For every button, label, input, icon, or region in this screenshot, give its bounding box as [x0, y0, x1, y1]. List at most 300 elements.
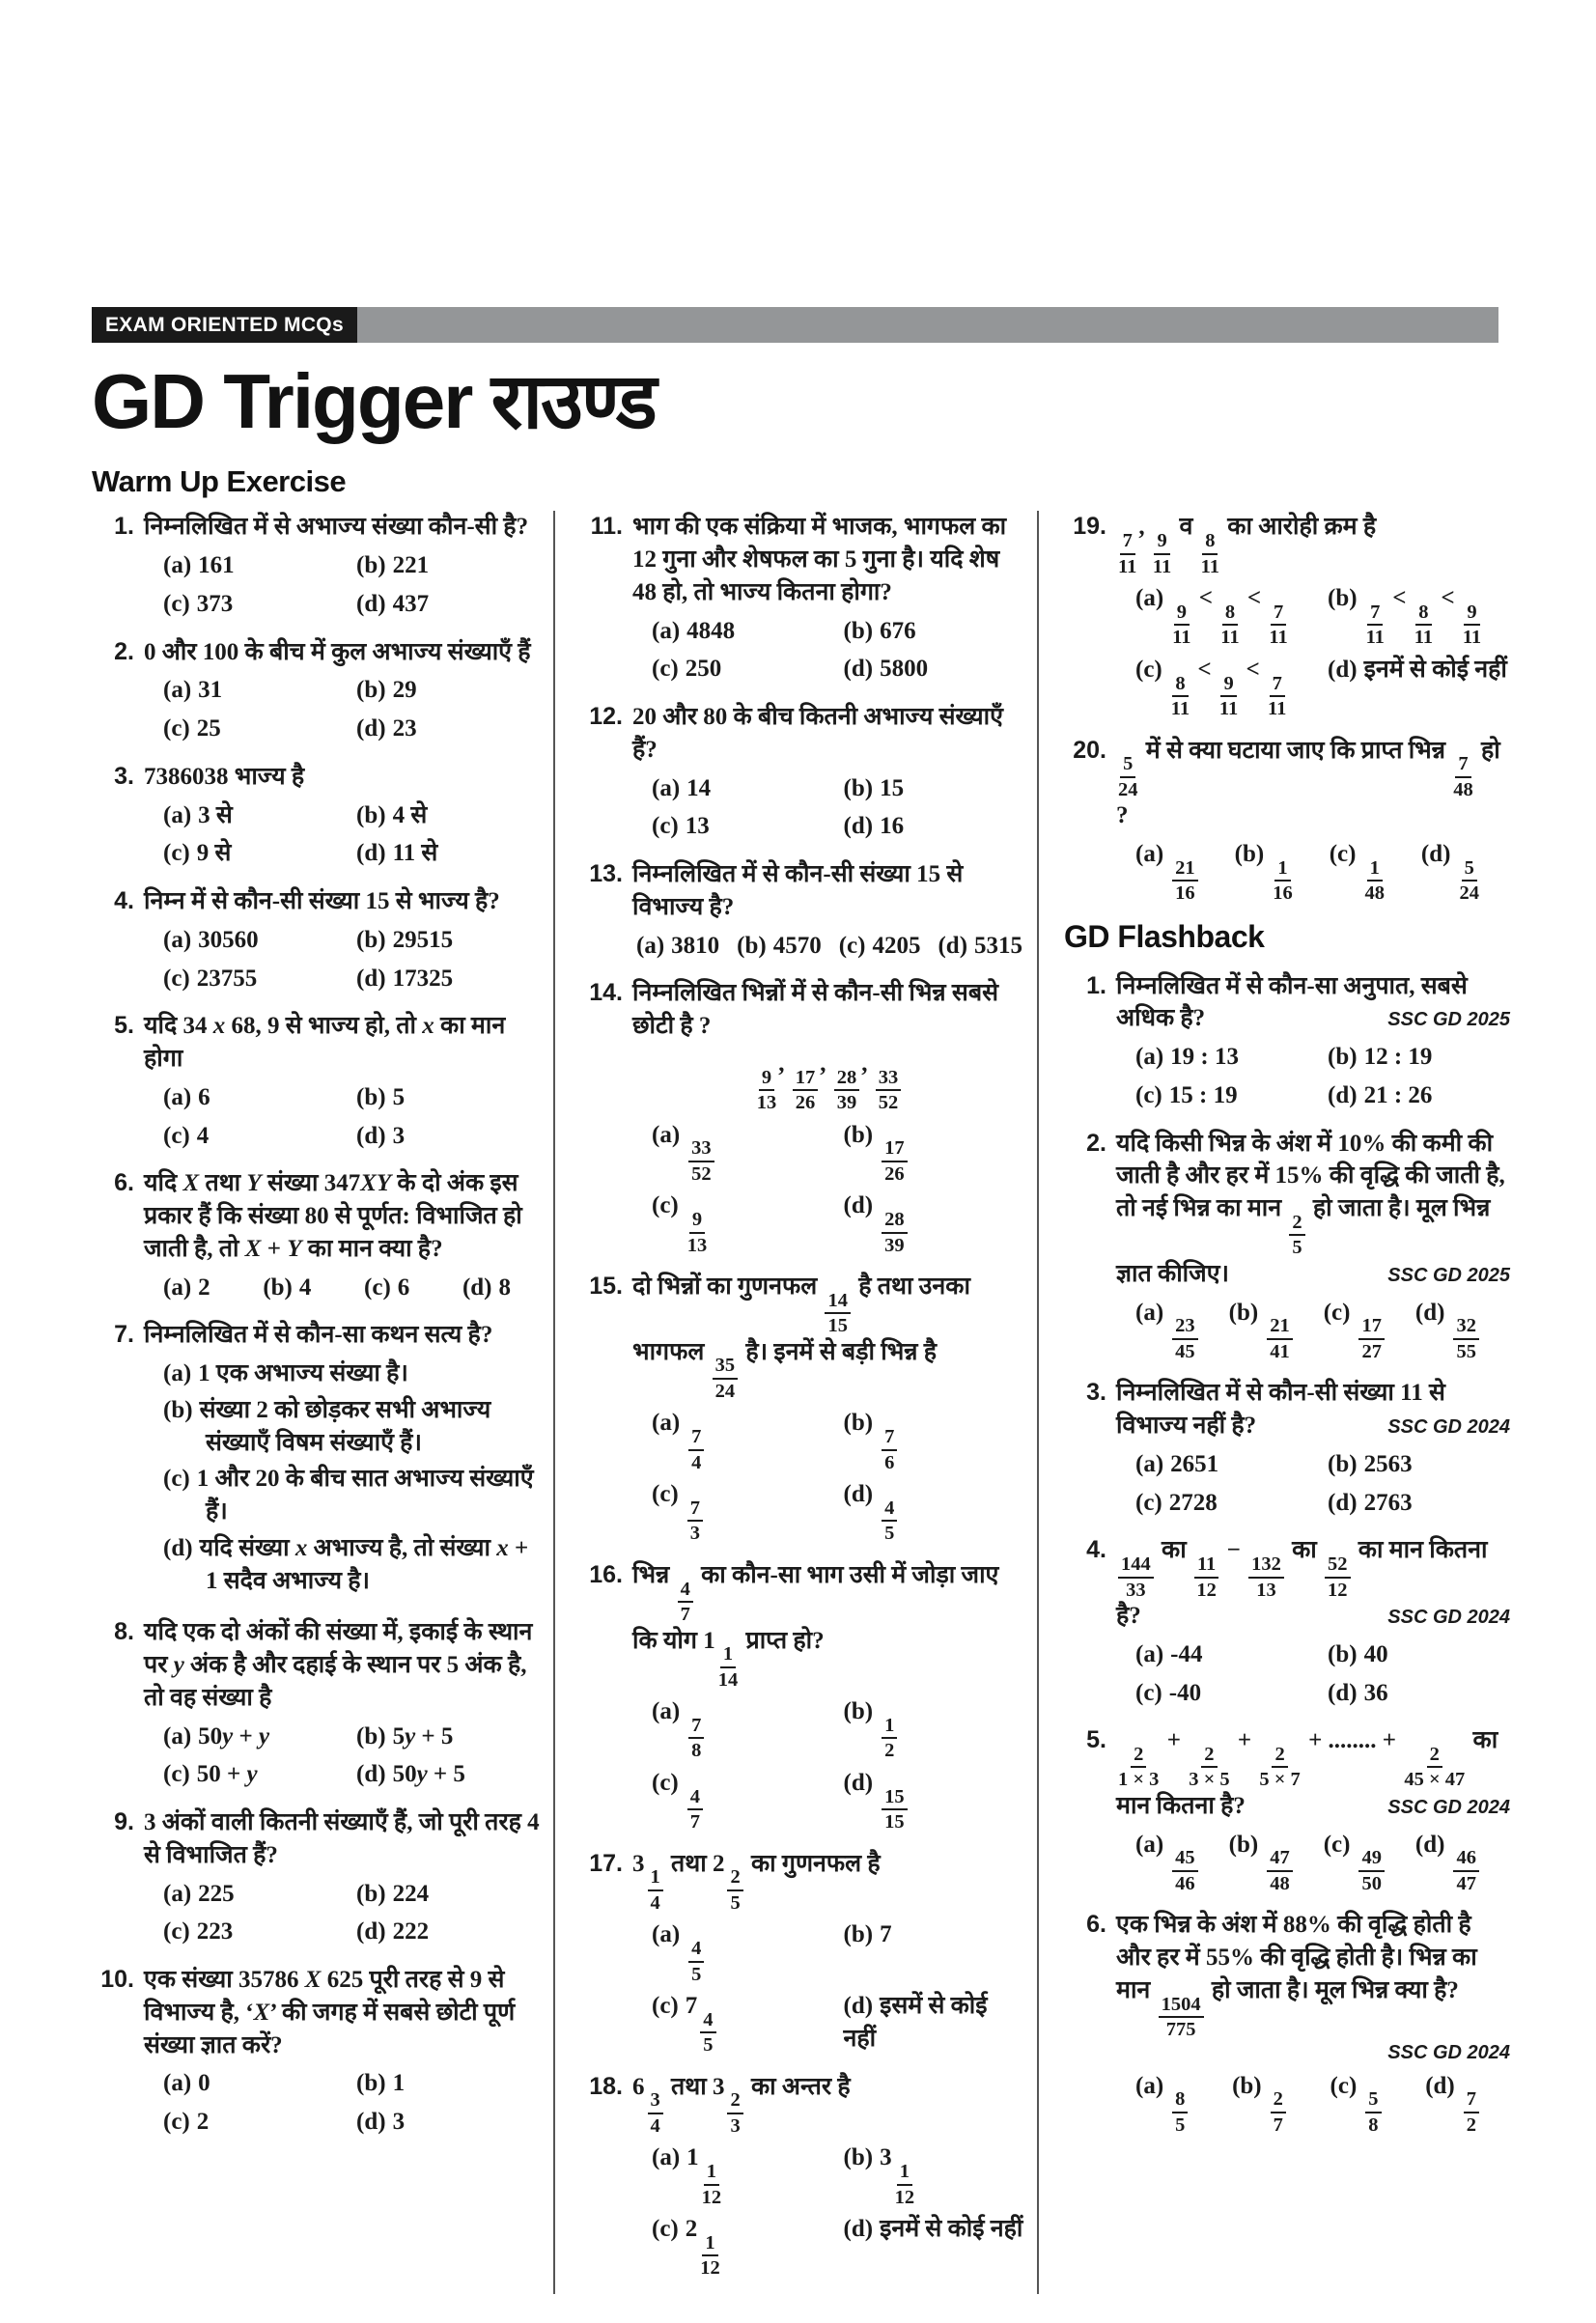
- fraction: [882, 1716, 897, 1761]
- mixed-number-whole: 3: [712, 2073, 725, 2100]
- question-number: 4.: [1086, 1536, 1106, 1564]
- fraction: [882, 1210, 908, 1255]
- option-c: [1324, 1829, 1386, 1894]
- question-number: 17.: [589, 1849, 623, 1877]
- fraction-denominator: 2: [1466, 2113, 1476, 2136]
- option-b: [356, 1878, 540, 1911]
- option-label: (a): [163, 2070, 192, 2097]
- question-text: 7386038 भाज्य है: [144, 763, 305, 790]
- fraction-denominator: 11: [1414, 627, 1434, 649]
- fraction-denominator: 24: [1118, 778, 1138, 800]
- options: [163, 924, 540, 995]
- question-text: निम्नलिखित भिन्नों में से कौन-सी भिन्न सबसे छोटी है ?: [632, 980, 999, 1040]
- fraction: [793, 1068, 819, 1113]
- option-c: [652, 1478, 834, 1544]
- question-text: 0 और 100 के बीच में कुल अभाज्य संख्याएँ हैं: [144, 638, 531, 665]
- fraction-denominator: 8: [1368, 2113, 1379, 2136]
- option-c: [1135, 654, 1318, 719]
- option-value: [686, 1481, 705, 1545]
- question-body: [144, 885, 540, 994]
- option-label: (a): [1135, 1450, 1164, 1477]
- fraction: [1189, 1745, 1229, 1790]
- question-text: 3 $\frac{1}{4}$ तथा 2 $\frac{2}{5}$ का गुणनफल है: [632, 1850, 881, 1914]
- fraction: [688, 1138, 714, 1184]
- fraction-numerator: 4: [688, 1939, 704, 1963]
- fraction-numerator: 7: [1271, 602, 1286, 627]
- question: [580, 858, 1025, 962]
- fraction-numerator: 15: [882, 1787, 908, 1811]
- fraction-denominator: 13: [1256, 1579, 1276, 1601]
- question-text: 3 अंकों वाली कितनी संख्याएँ हैं, जो पूरी तरह 4 से विभाजित हैं?: [144, 1809, 540, 1868]
- question-body: [1116, 1724, 1510, 1893]
- option-label: (b): [737, 932, 767, 959]
- fraction: [1172, 1316, 1198, 1361]
- option-label: (a): [652, 774, 681, 801]
- fraction-numerator: 33: [876, 1068, 902, 1092]
- fraction-numerator: 52: [1325, 1554, 1351, 1579]
- option-value: 2763: [1363, 1489, 1413, 1516]
- fraction: [1219, 674, 1238, 719]
- exam-tag: SSC GD 2025: [1387, 1264, 1510, 1286]
- fraction-denominator: 16: [1175, 882, 1195, 905]
- option-label: (d): [1420, 840, 1451, 867]
- option-value: 3 से: [198, 801, 233, 828]
- flashback-heading: GD Flashback: [1064, 918, 1265, 954]
- option-value: [880, 1481, 899, 1545]
- option-label: (b): [263, 1273, 293, 1301]
- option-d: [356, 713, 540, 745]
- fraction-denominator: 11: [1200, 555, 1220, 577]
- question: [580, 1271, 1025, 1544]
- option-value: [686, 1698, 706, 1762]
- option-a: [636, 930, 719, 963]
- question-number: 9.: [114, 1808, 134, 1836]
- fraction-numerator: 7: [1120, 531, 1135, 555]
- question-body: [1116, 970, 1510, 1112]
- question: [92, 511, 540, 620]
- option-label: (b): [1328, 1044, 1358, 1071]
- option-b: [1328, 582, 1510, 648]
- fraction: [1118, 531, 1136, 576]
- option-a: [1135, 582, 1318, 648]
- option-value: 50y + y: [198, 1722, 270, 1749]
- option-label: (d): [843, 656, 874, 683]
- option-value: [1357, 1832, 1386, 1894]
- question-number: 10.: [100, 1966, 134, 1994]
- option-label: (a): [652, 1121, 681, 1148]
- question-body: [144, 511, 540, 620]
- options: [636, 930, 1025, 963]
- option-c: [163, 2106, 347, 2139]
- question-number: 16.: [589, 1560, 623, 1588]
- option-value: 4205: [872, 932, 921, 959]
- option-c: [163, 1916, 347, 1948]
- options: [1135, 838, 1510, 904]
- options: [163, 549, 540, 621]
- question-text: भिन्न $\frac{4}{7}$ का कौन-सा भाग उसी में जोड़ा जाए कि योग 1 $\frac{1}{14}$ प्राप्त हो?: [632, 1561, 999, 1691]
- option-label: (c): [1330, 2072, 1358, 2099]
- fraction-denominator: 27: [1361, 1340, 1382, 1362]
- fraction-denominator: 33: [1126, 1579, 1146, 1601]
- option-value: 21 : 26: [1363, 1081, 1433, 1108]
- option-value: 5800: [880, 656, 929, 683]
- fraction: [727, 2090, 742, 2136]
- fraction-denominator: 5: [691, 1963, 702, 1985]
- option-value: [686, 1410, 706, 1473]
- option-b: [356, 1721, 540, 1753]
- fraction: [1194, 1554, 1218, 1600]
- option-value: 250: [685, 656, 722, 683]
- option-label: (a): [163, 1880, 192, 1907]
- option-b: [844, 1695, 1026, 1761]
- option-label: (c): [163, 2109, 190, 2136]
- option-label: (b): [843, 1921, 874, 1948]
- question-number: 14.: [589, 979, 623, 1007]
- option-a: [163, 2067, 347, 2100]
- fraction-denominator: 15: [827, 1315, 848, 1337]
- option-value: $\frac{7}{11}$ < $\frac{8}{11}$ < $\frac{9}{11}$: [1365, 585, 1482, 649]
- option-a: [652, 615, 834, 648]
- option-value: 17325: [392, 965, 454, 992]
- option-value: इनमें से कोई नहीं: [880, 2216, 1023, 2243]
- question-body: [632, 511, 1025, 686]
- option-label: (a): [652, 617, 681, 644]
- option-value: 221: [392, 552, 430, 579]
- question-number: 19.: [1073, 513, 1106, 541]
- option-d: [844, 1189, 1026, 1255]
- option-value: 161: [198, 552, 235, 579]
- fraction-denominator: 13: [686, 1234, 708, 1256]
- mixed-number-whole: 1: [703, 1627, 715, 1654]
- question: [1064, 1534, 1510, 1709]
- fraction: [834, 1068, 860, 1113]
- question: [580, 701, 1025, 843]
- question-number: 15.: [589, 1273, 623, 1300]
- mixed-number-whole: 3: [632, 1850, 645, 1877]
- question-body: [144, 1167, 540, 1303]
- option-d: [844, 653, 1026, 686]
- fraction-denominator: 55: [1456, 1340, 1476, 1362]
- fraction-denominator: 48: [1453, 778, 1473, 800]
- fraction-numerator: 17: [1358, 1316, 1385, 1340]
- question-body: [144, 1964, 540, 2139]
- option-label: (a): [163, 1722, 192, 1749]
- fraction: [1267, 1316, 1293, 1361]
- option-label: (d): [938, 932, 968, 959]
- fraction: [1404, 1745, 1465, 1790]
- option-value: [1357, 1300, 1386, 1362]
- option-c: [652, 2213, 834, 2279]
- options: [652, 615, 1025, 686]
- option-d: [356, 1916, 540, 1948]
- option-label: (c): [652, 2216, 679, 2243]
- option-a: [1135, 1297, 1200, 1362]
- fraction: [1118, 1554, 1154, 1600]
- fraction: [727, 1867, 742, 1913]
- option-label: (d): [1414, 1831, 1445, 1858]
- question: [580, 511, 1025, 686]
- option-value: 29515: [392, 926, 454, 953]
- option-value: 437: [392, 590, 430, 617]
- question: [92, 636, 540, 745]
- question-number: 6.: [114, 1169, 134, 1197]
- option-value: 6: [397, 1273, 410, 1301]
- option-a: [163, 924, 347, 957]
- fraction-numerator: 28: [834, 1068, 860, 1092]
- fraction-denominator: 5 × 7: [1259, 1769, 1301, 1791]
- option-c: [652, 1767, 834, 1833]
- option-value: 2563: [1363, 1450, 1413, 1477]
- option-a: [1135, 1638, 1318, 1671]
- fraction-denominator: 775: [1165, 2019, 1196, 2041]
- fraction: [876, 1068, 902, 1113]
- option-value: 25: [196, 715, 221, 742]
- fraction: [1267, 1848, 1293, 1893]
- fraction: [1248, 1554, 1284, 1600]
- fraction-denominator: 7: [689, 1811, 700, 1833]
- option-label: (a): [1135, 1299, 1164, 1326]
- option-d: [844, 1767, 1026, 1833]
- mixed-number-whole: 2: [685, 2216, 698, 2243]
- fraction: [687, 1498, 703, 1544]
- question: [92, 1010, 540, 1152]
- fraction-numerator: 17: [882, 1138, 908, 1162]
- option-value: 36: [1363, 1679, 1388, 1706]
- fraction-denominator: 45 × 47: [1404, 1769, 1466, 1791]
- fraction-numerator: 4: [700, 2010, 715, 2034]
- question-body: [144, 636, 540, 745]
- option-c: [163, 1120, 347, 1153]
- fraction: [1453, 754, 1473, 799]
- option-b: [844, 772, 1026, 805]
- fraction-numerator: 8: [1172, 2089, 1188, 2113]
- variable: Y: [287, 1235, 302, 1262]
- fraction: [1366, 602, 1385, 648]
- option-label: (a): [652, 1698, 681, 1725]
- option-label: (b): [1234, 840, 1265, 867]
- option-a: [652, 1918, 834, 1984]
- option-value: [880, 1122, 910, 1185]
- option-c: [1135, 1487, 1318, 1520]
- fraction: [687, 1210, 708, 1255]
- question-text: निम्न में से कौन-सी संख्या 15 से भाज्य है?: [144, 888, 500, 915]
- question-number: 1.: [114, 513, 134, 541]
- option-value: [686, 1921, 706, 1985]
- option-a: [1135, 1448, 1318, 1481]
- question-number: 13.: [589, 860, 623, 888]
- fraction-denominator: 2: [884, 1740, 895, 1762]
- fraction-numerator: 7: [1455, 754, 1470, 778]
- fraction-numerator: 4: [882, 1498, 897, 1523]
- option-label: (b): [843, 2144, 874, 2171]
- option-value: -40: [1168, 1679, 1202, 1706]
- exam-tag: SSC GD 2025: [1387, 1009, 1510, 1031]
- option-a: [163, 1272, 210, 1304]
- option-value: [1271, 841, 1295, 905]
- question-columns: [92, 511, 1596, 2293]
- option-c: [163, 713, 347, 745]
- option-b: [844, 1918, 1026, 1984]
- option-label: (b): [843, 1410, 874, 1437]
- fraction: [688, 1939, 704, 1984]
- option-c: [163, 963, 347, 995]
- option-label: (c): [163, 1761, 190, 1788]
- fraction: [1464, 2089, 1479, 2135]
- variable: X: [182, 1170, 200, 1197]
- option-label: (d): [1328, 1489, 1358, 1516]
- fraction-numerator: 28: [882, 1210, 908, 1234]
- question-number: 8.: [114, 1618, 134, 1646]
- question-number: 12.: [589, 703, 623, 731]
- question-body: [1116, 735, 1510, 904]
- fraction-numerator: 9: [1220, 674, 1236, 698]
- option-value: 11 से: [392, 840, 438, 867]
- fraction-numerator: 132: [1248, 1554, 1284, 1579]
- fraction-denominator: 47: [1456, 1872, 1476, 1894]
- option-value: [1362, 841, 1386, 905]
- variable: X: [253, 1999, 270, 2026]
- options: [163, 1721, 540, 1792]
- option-label: (b): [356, 1083, 386, 1110]
- fraction-numerator: 7: [1367, 602, 1383, 627]
- option-value: 15 : 19: [1168, 1081, 1238, 1108]
- option-c: [652, 810, 834, 843]
- option-b: [1235, 838, 1295, 904]
- fraction: [1358, 1848, 1385, 1893]
- option-value: [1170, 2073, 1190, 2136]
- option-value: 4848: [686, 617, 736, 644]
- question-text: निम्नलिखित में से अभाज्य संख्या कौन-सी है?: [144, 514, 529, 541]
- fraction-numerator: 23: [1172, 1316, 1198, 1340]
- option-d: [844, 1990, 1026, 2056]
- option-b: [356, 2067, 540, 2100]
- fraction-denominator: 11: [1365, 627, 1385, 649]
- fraction: [678, 1580, 693, 1625]
- fraction-denominator: 12: [701, 2186, 722, 2208]
- option-value: 5: [392, 1083, 406, 1110]
- option-value: [1170, 841, 1200, 905]
- fraction-denominator: 3: [689, 1523, 700, 1545]
- option-a: [652, 1407, 834, 1472]
- fraction-numerator: 1: [648, 1867, 663, 1891]
- question-text: यदि X तथा Y संख्या 347XY के दो अंक इस प्रकार हैं कि संख्या 80 से पूर्णत: विभाजित हो जाती है, तो X + Y का मान क्या है?: [144, 1170, 522, 1262]
- question-body: [632, 858, 1025, 962]
- option-label: (a): [652, 1921, 681, 1948]
- option-value: 50y + 5: [392, 1761, 465, 1788]
- options: [652, 1119, 1025, 1255]
- option-b: [844, 1407, 1026, 1472]
- question-text: 6 $\frac{3}{4}$ तथा 3 $\frac{2}{3}$ का अन्तर है: [632, 2073, 851, 2137]
- fraction-denominator: 4: [650, 1891, 660, 1914]
- option-b: [1232, 2070, 1288, 2136]
- option-label: (b): [356, 552, 386, 579]
- option-a: [652, 772, 834, 805]
- fraction-denominator: 5: [730, 1891, 741, 1914]
- fraction-denominator: 5: [1292, 1237, 1302, 1259]
- option-value: 4: [298, 1273, 312, 1301]
- option-a: [163, 549, 347, 582]
- question-text: यदि 34 x 68, 9 से भाज्य हो, तो x का मान होगा: [144, 1013, 506, 1073]
- fraction: [1118, 1745, 1159, 1790]
- option-d: [844, 810, 1026, 843]
- question: [1064, 511, 1510, 718]
- fraction-numerator: 1: [702, 2233, 717, 2257]
- option-c: [1330, 838, 1386, 904]
- option-label: (d): [843, 813, 874, 840]
- option-c: [652, 653, 834, 686]
- question-number: 18.: [589, 2072, 623, 2100]
- question: [1064, 1909, 1510, 2135]
- variable: X: [244, 1235, 262, 1262]
- option-label: (d): [1414, 1299, 1445, 1326]
- fraction-denominator: 3 × 5: [1189, 1769, 1230, 1791]
- fraction-numerator: 7: [688, 1427, 704, 1451]
- section-band: [92, 307, 1498, 343]
- fraction-denominator: 11: [1269, 627, 1288, 649]
- fraction-numerator: 2: [1289, 1213, 1304, 1237]
- question-number: 6.: [1086, 1911, 1106, 1939]
- question-body: [632, 1559, 1025, 1833]
- option-value: 4570: [772, 932, 822, 959]
- option-label: (c): [1323, 1299, 1351, 1326]
- fraction-numerator: 144: [1118, 1554, 1154, 1579]
- option-label: (d): [1328, 1081, 1358, 1108]
- fraction-denominator: 12: [1328, 1579, 1348, 1601]
- option-value: 7: [880, 1921, 892, 1948]
- fraction-denominator: 11: [1118, 555, 1137, 577]
- option-label: (b): [1328, 1640, 1358, 1667]
- fraction: [1273, 858, 1293, 904]
- option-value: 50 + y: [196, 1761, 258, 1788]
- option-label: (d): [462, 1273, 492, 1301]
- option-value: [1265, 1832, 1295, 1894]
- column-1: [92, 511, 553, 2293]
- option-value: इनमें से कोई नहीं: [1363, 656, 1507, 683]
- option-value: 13: [685, 813, 710, 840]
- option-label: (b): [1228, 1299, 1259, 1326]
- option-label: (b): [1232, 2072, 1262, 2099]
- option-d: [356, 1758, 540, 1791]
- option-value: [1451, 1300, 1481, 1362]
- option-d: [1328, 1677, 1510, 1710]
- fraction: [1271, 2089, 1286, 2135]
- question-body: [632, 1848, 1025, 2056]
- option-d: [1421, 838, 1481, 904]
- option-value: 1: [392, 2070, 406, 2097]
- option-label: (d): [163, 1534, 193, 1561]
- fraction-denominator: 11: [1268, 698, 1287, 719]
- option-label: (d): [843, 2216, 874, 2243]
- option-c: [163, 588, 347, 621]
- option-value: [1457, 841, 1481, 905]
- mixed-number-whole: 3: [880, 2144, 892, 2171]
- fraction-denominator: 7: [680, 1604, 690, 1626]
- option-b: [844, 615, 1026, 648]
- fraction-numerator: 8: [1202, 531, 1218, 555]
- fraction-numerator: 7: [688, 1716, 704, 1740]
- fraction-denominator: 39: [884, 1234, 905, 1256]
- option-label: (a): [636, 932, 665, 959]
- question-body: [1116, 1377, 1510, 1519]
- column-2: [553, 511, 1037, 2293]
- option-label: (d): [356, 1761, 386, 1788]
- question: [92, 1806, 540, 1948]
- option-b: [356, 674, 540, 707]
- option-value: 1 और 20 के बीच सात अभाज्य संख्याएँ हैं।: [196, 1466, 534, 1525]
- option-label: (b): [1228, 1831, 1259, 1858]
- option-value: [1170, 1300, 1200, 1362]
- fraction-denominator: 11: [1172, 627, 1191, 649]
